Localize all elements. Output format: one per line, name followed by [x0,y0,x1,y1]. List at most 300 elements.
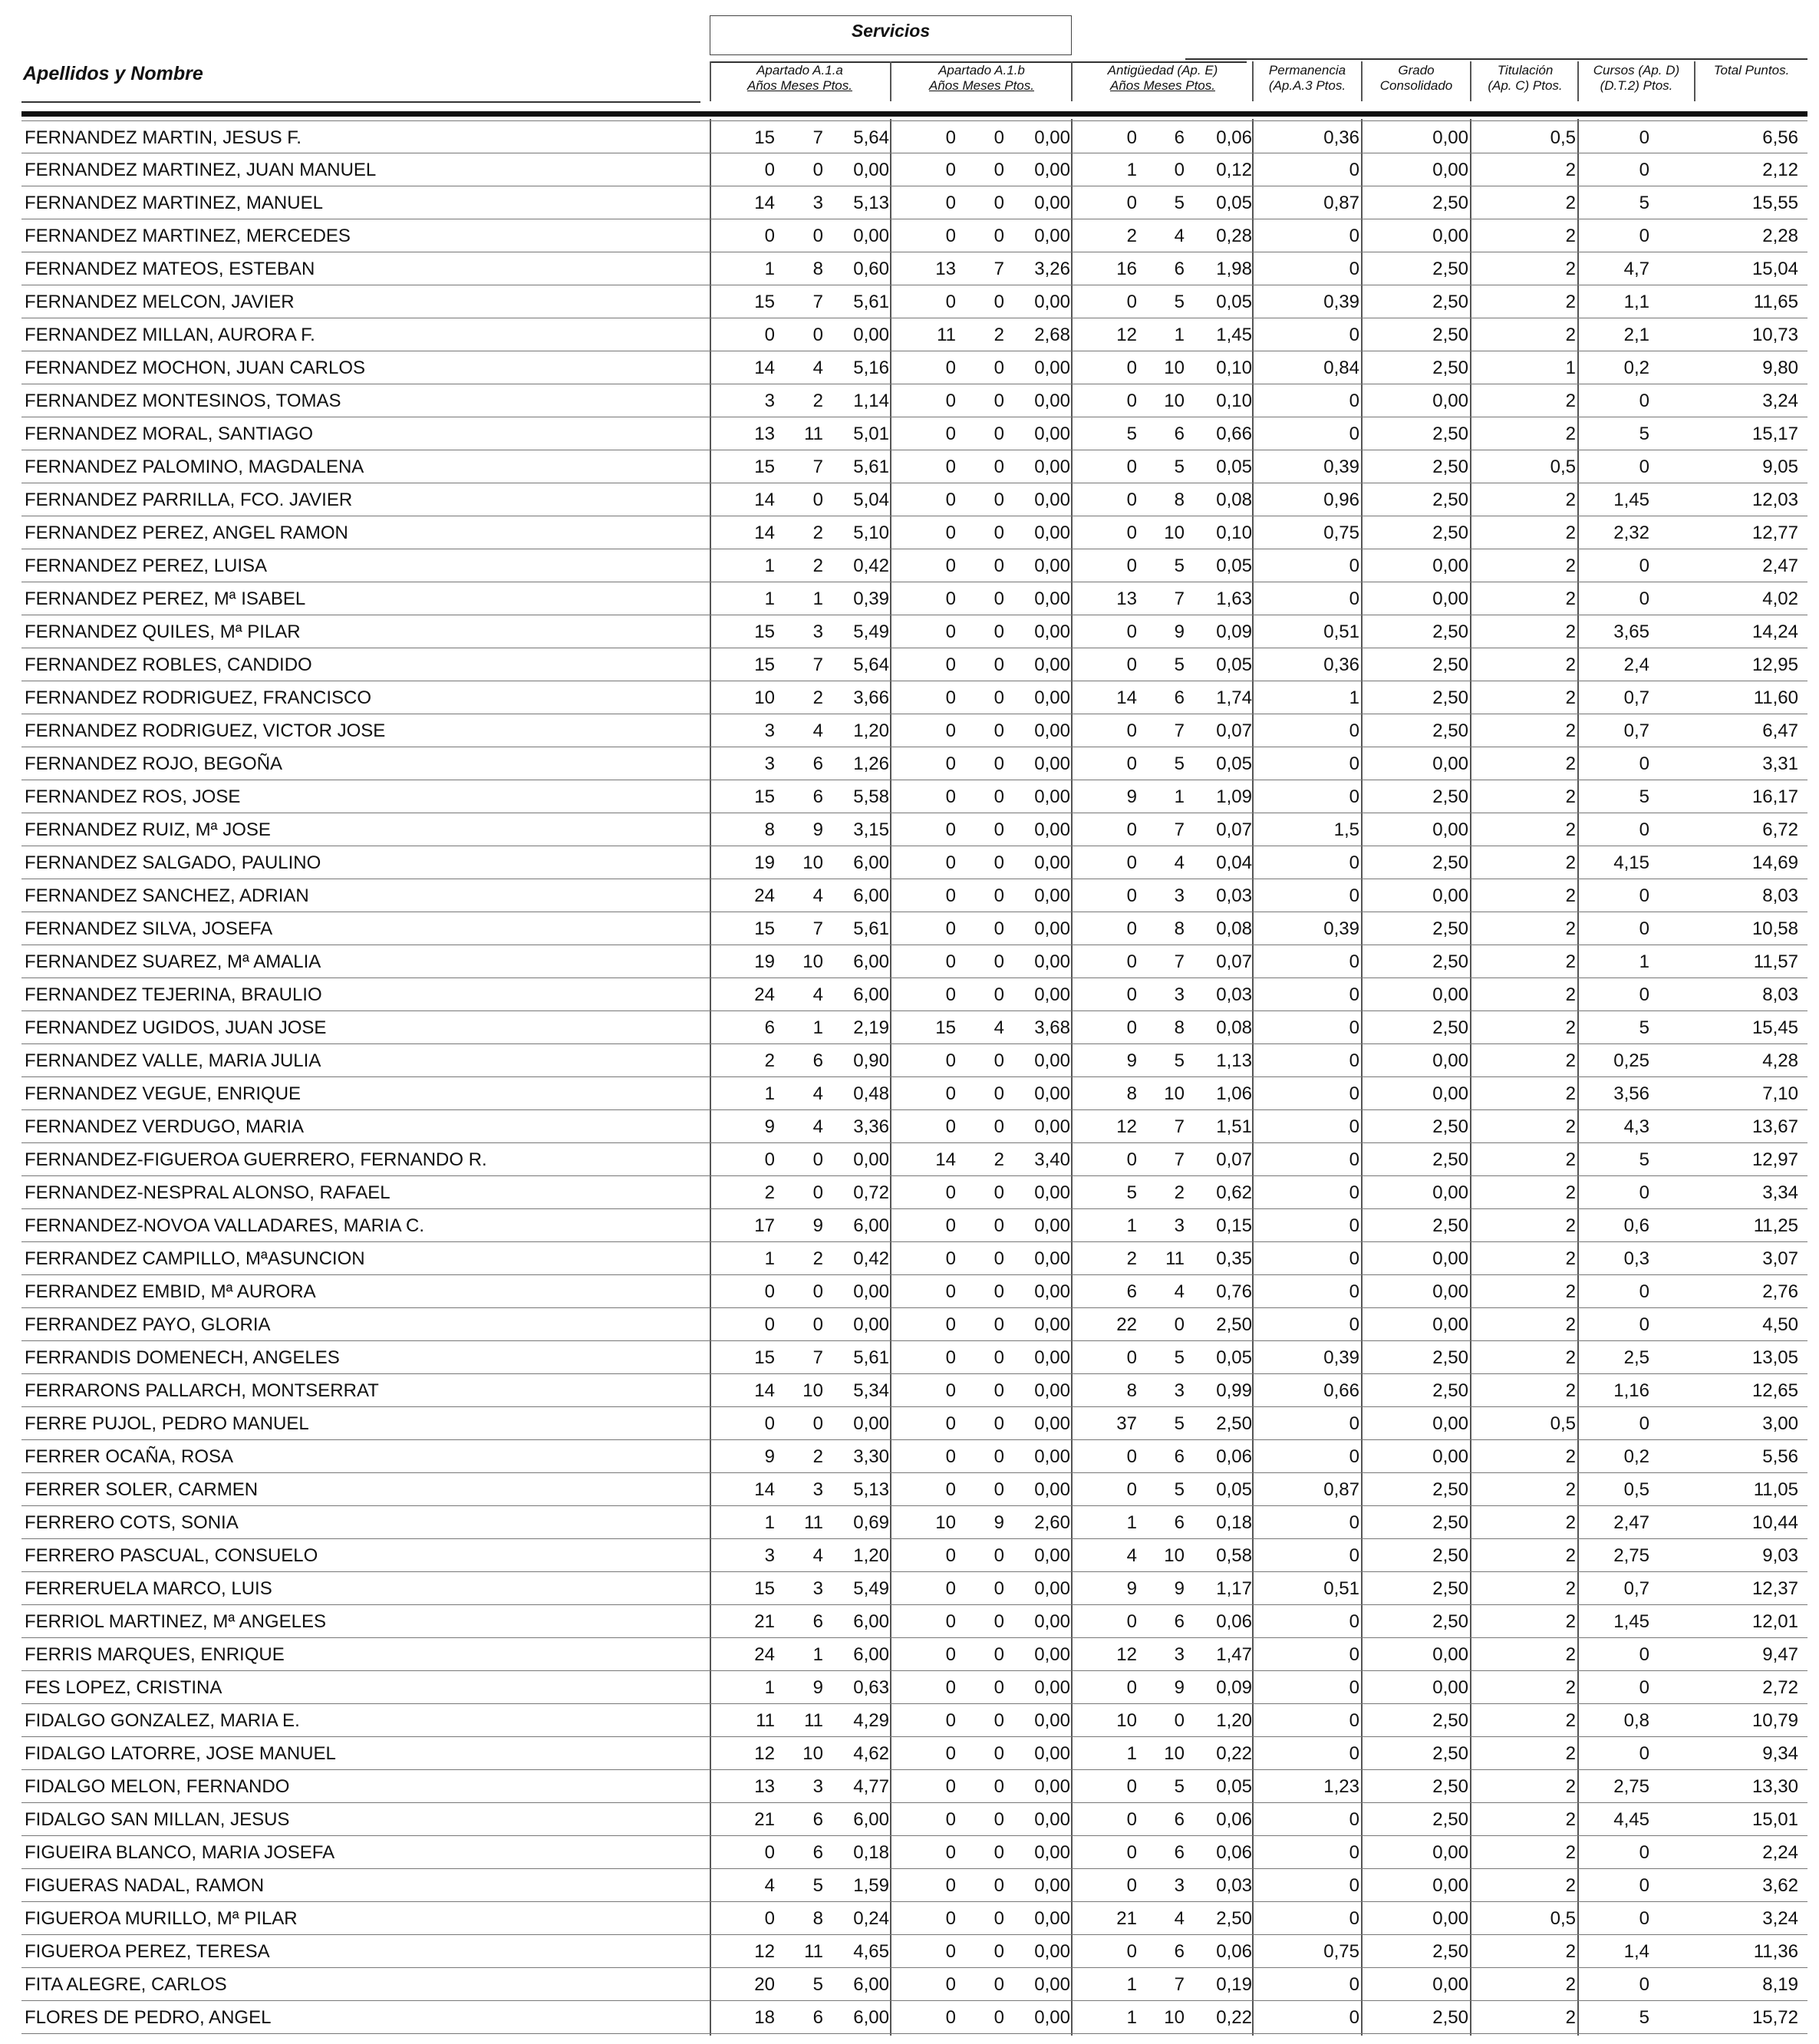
cell-ant-ptos: 0,03 [1216,885,1252,906]
cell-a1b-meses: 0 [994,160,1004,180]
cell-a1a-ptos: 5,13 [853,193,889,213]
cell-total: 15,45 [1751,1017,1798,1038]
cell-a1b-anos: 0 [945,687,956,708]
cell-cursos: 4,3 [1623,1116,1649,1137]
cell-grado: 0,00 [1432,1842,1468,1863]
cell-a1b-anos: 0 [945,852,956,873]
cell-grado: 2,50 [1432,1512,1468,1533]
cell-cursos: 0 [1639,457,1649,477]
cell-titulacion: 2 [1565,1314,1576,1335]
cell-a1b-anos: 0 [945,1479,956,1500]
cell-permanencia: 0 [1349,259,1359,279]
cell-grado: 2,50 [1432,193,1468,213]
cell-a1a-meses: 3 [812,193,823,213]
cell-ant-anos: 1 [1126,2007,1137,2028]
cell-name: FIGUERAS NADAL, RAMON [25,1875,265,1896]
cell-ant-anos: 0 [1126,490,1137,510]
cell-ant-anos: 0 [1126,951,1137,972]
cell-cursos: 0 [1639,753,1649,774]
cell-ant-anos: 1 [1126,1743,1137,1764]
cell-a1b-anos: 0 [945,424,956,444]
cell-grado: 2,50 [1432,918,1468,939]
cell-ant-ptos: 1,06 [1216,1083,1252,1104]
cell-name: FERNANDEZ-NESPRAL ALONSO, RAFAEL [25,1182,390,1203]
cell-cursos: 5 [1639,1017,1649,1038]
cell-permanencia: 0 [1349,1116,1359,1137]
cell-name: FERNANDEZ RODRIGUEZ, VICTOR JOSE [25,720,386,741]
cell-grado: 2,50 [1432,1743,1468,1764]
cell-ant-ptos: 0,05 [1216,292,1252,312]
cell-a1b-meses: 0 [994,1875,1004,1896]
table-row [21,219,1807,252]
cell-a1a-meses: 4 [812,1116,823,1137]
table-row [21,1605,1807,1638]
table-row [21,1638,1807,1671]
cell-a1b-ptos: 0,00 [1034,523,1070,543]
cell-a1a-meses: 8 [812,259,823,279]
cell-a1a-ptos: 5,61 [853,918,889,939]
cell-ant-meses: 7 [1174,720,1185,741]
cell-a1a-meses: 6 [812,786,823,807]
cell-a1a-ptos: 0,00 [853,1149,889,1170]
cell-a1b-ptos: 0,00 [1034,193,1070,213]
cell-grado: 0,00 [1432,391,1468,411]
cell-a1b-ptos: 0,00 [1034,1545,1070,1566]
cell-ant-anos: 6 [1126,1281,1137,1302]
cell-a1a-ptos: 1,20 [853,720,889,741]
cell-grado: 2,50 [1432,1380,1468,1401]
cell-a1b-anos: 0 [945,1743,956,1764]
cell-permanencia: 0 [1349,1809,1359,1830]
header-line [1185,58,1807,60]
cell-grado: 2,50 [1432,424,1468,444]
cell-name: FERRANDEZ PAYO, GLORIA [25,1314,271,1335]
cell-total: 11,36 [1753,1941,1798,1962]
cell-ant-anos: 0 [1126,984,1137,1005]
table-row [21,1836,1807,1869]
cell-total: 4,28 [1762,1050,1798,1071]
cell-name: FERNANDEZ-FIGUEROA GUERRERO, FERNANDO R. [25,1149,487,1170]
cell-name: FERRERUELA MARCO, LUIS [25,1578,272,1599]
cell-titulacion: 2 [1565,1215,1576,1236]
cell-ant-meses: 5 [1174,292,1185,312]
cell-titulacion: 2 [1565,1083,1576,1104]
cell-a1b-ptos: 0,00 [1034,852,1070,873]
cell-permanencia: 0 [1349,1842,1359,1863]
cell-a1a-ptos: 0,72 [853,1182,889,1203]
table-row [21,1176,1807,1209]
cell-ant-anos: 0 [1126,753,1137,774]
cell-name: FERRANDEZ CAMPILLO, MªASUNCION [25,1248,365,1269]
cell-a1b-anos: 0 [945,1314,956,1335]
table-row [21,1473,1807,1506]
cell-a1b-ptos: 0,00 [1034,687,1070,708]
cell-permanencia: 0 [1349,984,1359,1005]
cell-a1a-anos: 3 [764,753,775,774]
cell-a1b-meses: 9 [994,1512,1004,1533]
cell-a1a-anos: 3 [764,1545,775,1566]
cell-total: 5,56 [1762,1446,1798,1467]
cell-name: FERNANDEZ MILLAN, AURORA F. [25,325,315,345]
cell-ant-meses: 6 [1174,1941,1185,1962]
cell-a1a-ptos: 2,19 [853,1017,889,1038]
table-row [21,1308,1807,1341]
cell-a1a-ptos: 5,01 [853,424,889,444]
cell-permanencia: 0 [1349,160,1359,180]
cell-a1a-ptos: 5,13 [853,1479,889,1500]
cell-a1b-anos: 0 [945,819,956,840]
cell-permanencia: 0 [1349,1644,1359,1665]
cell-grado: 2,50 [1432,1578,1468,1599]
cell-a1b-ptos: 0,00 [1034,1446,1070,1467]
cell-a1a-anos: 15 [754,292,775,312]
cell-a1a-anos: 9 [764,1446,775,1467]
cell-name: FIGUEROA MURILLO, Mª PILAR [25,1908,298,1929]
cell-a1a-ptos: 6,00 [853,1611,889,1632]
cell-ant-meses: 3 [1174,1644,1185,1665]
cell-ant-anos: 13 [1116,588,1137,609]
table-row [21,1044,1807,1077]
cell-ant-meses: 10 [1164,1545,1185,1566]
cell-titulacion: 2 [1565,1974,1576,1995]
cell-ant-ptos: 0,05 [1216,753,1252,774]
cell-a1a-meses: 10 [802,1380,823,1401]
cell-permanencia: 0 [1349,1248,1359,1269]
cell-cursos: 2,4 [1623,654,1649,675]
cell-a1a-ptos: 4,62 [853,1743,889,1764]
cell-permanencia: 0,51 [1323,1578,1359,1599]
cell-cursos: 0 [1639,1281,1649,1302]
cell-grado: 2,50 [1432,292,1468,312]
cell-cursos: 4,15 [1613,852,1649,873]
cell-cursos: 1,16 [1613,1380,1649,1401]
cell-name: FERRANDIS DOMENECH, ANGELES [25,1347,340,1368]
antiguedad-header: Antigüedad (Ap. E) Años Meses Ptos. [1107,63,1218,93]
table-row [21,615,1807,648]
cell-name: FERNANDEZ SANCHEZ, ADRIAN [25,885,309,906]
cell-a1a-anos: 11 [756,1710,775,1731]
cell-ant-meses: 6 [1174,1611,1185,1632]
table-row [21,1275,1807,1308]
cell-a1b-meses: 0 [994,1380,1004,1401]
cell-ant-meses: 5 [1174,1479,1185,1500]
cell-a1b-meses: 0 [994,523,1004,543]
cell-titulacion: 2 [1565,1347,1576,1368]
cell-titulacion: 2 [1565,588,1576,609]
cell-total: 4,50 [1762,1314,1798,1335]
cell-ant-meses: 5 [1174,1776,1185,1797]
cell-name: FERRERO COTS, SONIA [25,1512,239,1533]
cell-a1b-ptos: 0,00 [1034,127,1070,148]
cell-total: 13,67 [1751,1116,1798,1137]
cell-a1b-anos: 0 [945,918,956,939]
cell-name: FERNANDEZ MARTIN, JESUS F. [25,127,302,148]
cell-permanencia: 0 [1349,325,1359,345]
servicios-label: Servicios [851,21,931,41]
cell-total: 10,79 [1751,1710,1798,1731]
cell-a1a-meses: 0 [812,1314,823,1335]
cell-permanencia: 0,75 [1323,1941,1359,1962]
apartado-a1a-header: Apartado A.1.a Años Meses Ptos. [746,63,852,93]
cell-titulacion: 2 [1565,1545,1576,1566]
cell-total: 7,10 [1762,1083,1798,1104]
cell-a1a-anos: 18 [754,2007,775,2028]
cell-permanencia: 0 [1349,556,1359,576]
cell-grado: 2,50 [1432,1809,1468,1830]
cell-a1b-anos: 15 [935,1017,956,1038]
cell-a1a-ptos: 6,00 [853,1809,889,1830]
total-header: Total Puntos. [1713,63,1790,77]
cell-permanencia: 0,51 [1323,621,1359,642]
table-row [21,351,1807,384]
cell-a1a-meses: 0 [812,1182,823,1203]
table-row [21,1506,1807,1539]
cell-a1b-meses: 0 [994,1545,1004,1566]
cell-a1b-ptos: 2,68 [1034,325,1070,345]
cell-total: 2,47 [1762,556,1798,576]
cell-name: FIDALGO MELON, FERNANDO [25,1776,290,1797]
cell-titulacion: 2 [1565,1644,1576,1665]
cell-cursos: 0,6 [1623,1215,1649,1236]
cell-titulacion: 2 [1565,1281,1576,1302]
table-row [21,912,1807,945]
cell-permanencia: 0,39 [1323,918,1359,939]
cell-ant-meses: 9 [1174,1677,1185,1698]
cell-a1b-meses: 0 [994,1908,1004,1929]
cell-ant-meses: 5 [1174,753,1185,774]
cell-a1a-anos: 15 [754,457,775,477]
cell-a1a-anos: 2 [764,1182,775,1203]
cell-ant-anos: 22 [1116,1314,1137,1335]
cell-a1b-meses: 0 [994,226,1004,246]
cell-a1b-anos: 0 [945,1809,956,1830]
cell-a1a-ptos: 6,00 [853,885,889,906]
cell-titulacion: 2 [1565,984,1576,1005]
cell-a1b-ptos: 0,00 [1034,1479,1070,1500]
cell-titulacion: 2 [1565,1875,1576,1896]
cell-total: 12,01 [1751,1611,1798,1632]
cell-a1a-ptos: 6,00 [853,1215,889,1236]
cell-cursos: 0,25 [1613,1050,1649,1071]
cell-a1b-ptos: 0,00 [1034,1116,1070,1137]
cell-grado: 2,50 [1432,457,1468,477]
cell-titulacion: 2 [1565,193,1576,213]
cell-ant-anos: 16 [1116,259,1137,279]
cell-a1a-ptos: 0,00 [853,325,889,345]
cell-ant-meses: 4 [1174,1281,1185,1302]
cell-cursos: 0 [1639,588,1649,609]
cell-a1a-anos: 1 [764,556,775,576]
cell-permanencia: 0 [1349,852,1359,873]
cell-a1a-anos: 3 [764,720,775,741]
cell-a1b-meses: 0 [994,852,1004,873]
cell-a1a-ptos: 0,60 [853,259,889,279]
cell-ant-anos: 0 [1126,819,1137,840]
cell-a1b-anos: 0 [945,1446,956,1467]
cell-ant-anos: 37 [1116,1413,1137,1434]
cell-permanencia: 0,39 [1323,292,1359,312]
cell-ant-meses: 10 [1164,358,1185,378]
cell-grado: 0,00 [1432,127,1468,148]
header-divider [710,61,711,101]
table-row [21,516,1807,549]
cell-a1b-ptos: 0,00 [1034,786,1070,807]
cell-ant-meses: 3 [1174,984,1185,1005]
cell-a1b-anos: 0 [945,1710,956,1731]
cell-a1a-ptos: 5,58 [853,786,889,807]
cell-titulacion: 2 [1565,621,1576,642]
cell-a1a-anos: 15 [754,1347,775,1368]
cell-a1a-meses: 6 [812,1050,823,1071]
cell-ant-meses: 8 [1174,918,1185,939]
cell-ant-ptos: 1,63 [1216,588,1252,609]
table-row [21,1539,1807,1572]
cell-permanencia: 0 [1349,588,1359,609]
cell-permanencia: 0,87 [1323,193,1359,213]
cell-grado: 0,00 [1432,1413,1468,1434]
cell-total: 12,95 [1751,654,1798,675]
cell-total: 11,05 [1753,1479,1798,1500]
cell-a1b-anos: 0 [945,1974,956,1995]
cell-a1a-anos: 15 [754,127,775,148]
cell-grado: 2,50 [1432,2007,1468,2028]
cell-ant-meses: 10 [1164,1083,1185,1104]
cell-total: 14,69 [1751,852,1798,873]
cell-a1a-anos: 13 [754,424,775,444]
cell-cursos: 0 [1639,226,1649,246]
cell-ant-meses: 7 [1174,1116,1185,1137]
cell-ant-anos: 0 [1126,1941,1137,1962]
cell-cursos: 4,45 [1613,1809,1649,1830]
cell-a1a-anos: 1 [764,1512,775,1533]
table-row [21,1209,1807,1242]
cell-ant-ptos: 0,08 [1216,1017,1252,1038]
cell-ant-meses: 8 [1174,490,1185,510]
cell-cursos: 2,32 [1613,523,1649,543]
cell-a1b-anos: 0 [945,127,956,148]
cell-permanencia: 0 [1349,1611,1359,1632]
cell-permanencia: 0 [1349,1512,1359,1533]
cell-a1a-meses: 10 [802,951,823,972]
cell-titulacion: 2 [1565,1776,1576,1797]
cell-a1b-meses: 0 [994,1083,1004,1104]
cell-titulacion: 0,5 [1550,127,1576,148]
cell-ant-meses: 6 [1174,424,1185,444]
cell-a1a-meses: 2 [812,556,823,576]
cell-total: 2,12 [1762,160,1798,180]
cell-titulacion: 2 [1565,1677,1576,1698]
cell-a1b-meses: 0 [994,556,1004,576]
cell-titulacion: 2 [1565,292,1576,312]
cell-total: 15,04 [1751,259,1798,279]
cell-a1a-anos: 12 [754,1743,775,1764]
cell-a1a-ptos: 4,29 [853,1710,889,1731]
cell-total: 11,65 [1753,292,1798,312]
cell-a1b-ptos: 0,00 [1034,1743,1070,1764]
cell-cursos: 0,2 [1623,358,1649,378]
cell-titulacion: 0,5 [1550,457,1576,477]
table-row [21,681,1807,714]
cell-cursos: 1,4 [1623,1941,1649,1962]
cell-a1a-anos: 12 [754,1941,775,1962]
cell-a1a-meses: 5 [812,1875,823,1896]
cell-total: 15,55 [1751,193,1798,213]
cell-a1a-ptos: 3,30 [853,1446,889,1467]
table-row [21,186,1807,219]
cell-cursos: 4,7 [1623,259,1649,279]
cell-total: 2,72 [1762,1677,1798,1698]
cell-grado: 2,50 [1432,621,1468,642]
cell-titulacion: 0,5 [1550,1908,1576,1929]
cell-titulacion: 2 [1565,2007,1576,2028]
cell-a1b-ptos: 0,00 [1034,457,1070,477]
cell-grado: 2,50 [1432,358,1468,378]
cell-ant-anos: 0 [1126,193,1137,213]
cell-total: 9,03 [1762,1545,1798,1566]
cell-ant-meses: 6 [1174,1809,1185,1830]
cell-ant-anos: 9 [1126,1578,1137,1599]
cell-a1b-anos: 0 [945,1116,956,1137]
cell-a1b-meses: 2 [994,1149,1004,1170]
cell-a1b-anos: 0 [945,1644,956,1665]
cell-a1b-meses: 0 [994,1215,1004,1236]
cell-a1a-anos: 14 [754,1479,775,1500]
cell-ant-meses: 9 [1174,1578,1185,1599]
cell-name: FERNANDEZ MELCON, JAVIER [25,292,295,312]
cell-permanencia: 0 [1349,1215,1359,1236]
cell-cursos: 0,7 [1623,687,1649,708]
cell-permanencia: 0 [1349,1050,1359,1071]
cell-grado: 2,50 [1432,1710,1468,1731]
cell-a1b-ptos: 0,00 [1034,1875,1070,1896]
cell-a1b-anos: 0 [945,1776,956,1797]
cell-a1a-meses: 0 [812,160,823,180]
cell-a1a-anos: 0 [764,1842,775,1863]
cell-ant-anos: 0 [1126,1149,1137,1170]
table-row [21,1341,1807,1374]
cell-grado: 0,00 [1432,1677,1468,1698]
cell-a1a-ptos: 5,61 [853,457,889,477]
cell-titulacion: 2 [1565,885,1576,906]
cell-a1a-meses: 5 [812,1974,823,1995]
cell-ant-anos: 0 [1126,556,1137,576]
cell-ant-ptos: 1,17 [1216,1578,1252,1599]
cell-cursos: 2,5 [1623,1347,1649,1368]
cell-a1b-ptos: 0,00 [1034,1908,1070,1929]
cell-titulacion: 2 [1565,424,1576,444]
cell-ant-anos: 12 [1116,325,1137,345]
cell-cursos: 1 [1639,951,1649,972]
cell-cursos: 0 [1639,1644,1649,1665]
cell-name: FERRANDEZ EMBID, Mª AURORA [25,1281,316,1302]
cell-a1b-meses: 0 [994,918,1004,939]
table-row [21,483,1807,516]
cell-a1a-meses: 3 [812,1776,823,1797]
header-divider [1470,61,1471,101]
cell-titulacion: 2 [1565,1248,1576,1269]
cell-total: 9,47 [1762,1644,1798,1665]
cell-a1a-ptos: 6,00 [853,1974,889,1995]
cell-ant-anos: 1 [1126,1512,1137,1533]
cell-grado: 0,00 [1432,1446,1468,1467]
cell-titulacion: 2 [1565,259,1576,279]
cell-a1a-ptos: 0,39 [853,588,889,609]
cell-ant-meses: 3 [1174,885,1185,906]
cell-a1b-anos: 0 [945,391,956,411]
cell-titulacion: 2 [1565,1182,1576,1203]
cell-ant-meses: 2 [1174,1182,1185,1203]
cell-grado: 0,00 [1432,226,1468,246]
